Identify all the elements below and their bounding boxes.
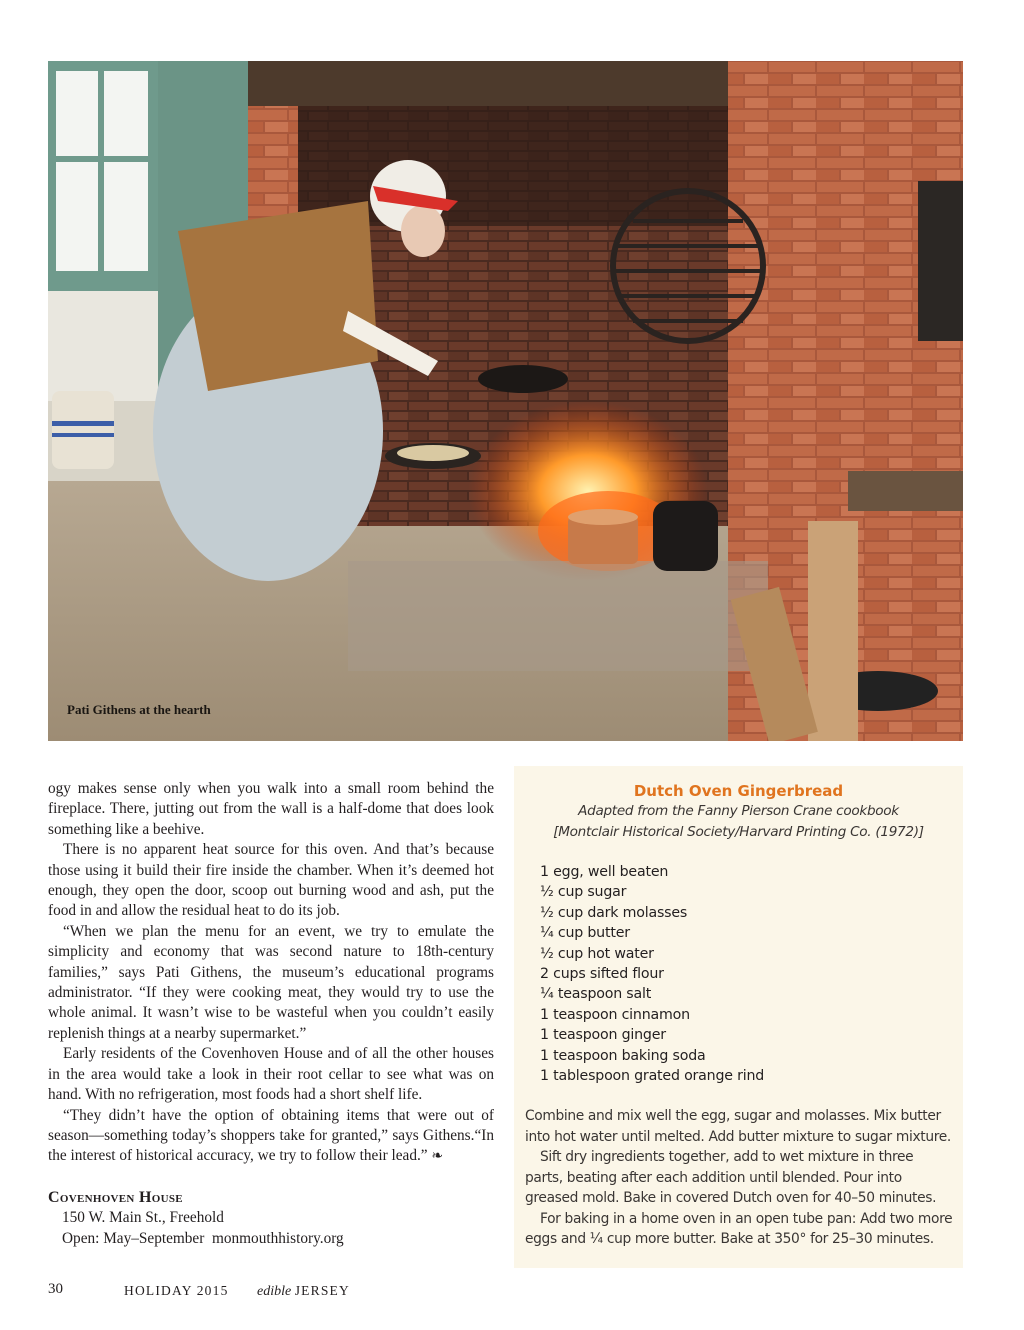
ingredient-item: ¼ teaspoon salt [540, 986, 652, 1003]
article-paragraph-last [48, 1106, 494, 1168]
ingredient-item: 1 teaspoon ginger [540, 1027, 666, 1044]
recipe-source: [Montclair Historical Society/Harvard Printing Co. (1972)] [553, 824, 924, 840]
venue-info [48, 1188, 344, 1249]
ingredient-item: ½ cup dark molasses [540, 904, 688, 921]
magazine-brand [257, 1283, 350, 1300]
article-paragraph: “When we plan the menu for an event, we try to emulate the simplicity and economy that was second nature to 18th-century families,” says Pati Githens, the museum’s educational programs administrator. “If they were cooking meat, they would try to use the whole animal. It wasn’t wise to be wasteful when you couldn’t easily replenish things at a nearby supermarket.” [48, 922, 494, 1042]
hearth-cooking-scene-icon [48, 61, 963, 741]
ingredient-item: ¼ cup butter [540, 925, 630, 942]
recipe-title: Dutch Oven Gingerbread [633, 782, 844, 800]
brand-caps: JERSEY [294, 1283, 350, 1298]
article-paragraph: There is no apparent heat source for this oven. And that’s because those using it build their fire inside the chamber. When it’s deemed hot enough, they open the door, scoop out burning wood and ash, put the food in and allow the residual heat to do its job. [48, 841, 494, 920]
recipe-subtitle: Adapted from the Fanny Pierson Crane cookbook [578, 803, 899, 819]
article-body [48, 779, 494, 1168]
ingredient-item: 1 teaspoon cinnamon [540, 1006, 690, 1023]
instruction-paragraph: Sift dry ingredients together, add to wet mixture in three parts, beating after each addition until blended. Pour into greased mold. Bake in covered Dutch oven for 40–50 minutes. [525, 1149, 937, 1206]
article-paragraph: ogy makes sense only when you walk into a small room behind the fireplace. There, jutting out from the wall is a half-dome that does look something like a beehive. [48, 780, 494, 838]
recipe-box [514, 766, 963, 1268]
photo-caption: Pati Githens at the hearth [67, 702, 211, 717]
venue-name: Covenhoven House [48, 1189, 183, 1206]
venue-hours: Open: May–September monmouthhistory.org [62, 1229, 344, 1247]
ingredient-item: ½ cup sugar [540, 884, 627, 901]
article-paragraph: Early residents of the Covenhoven House and of all the other houses in the area would take a look in their root cellar to see what was on hand. With no refrigeration, most foods had a short shelf life. [48, 1045, 494, 1104]
recipe-instructions [525, 1106, 955, 1250]
ingredient-item: 1 egg, well beaten [540, 864, 669, 880]
ingredient-item: 1 teaspoon baking soda [540, 1047, 706, 1064]
article-paragraph: “They didn’t have the option of obtaining items that were out of season—something today’s shoppers take for granted,” says Githens.“In the interest of historical accuracy, we try to follow their lead.” [48, 1106, 494, 1165]
instruction-paragraph: Combine and mix well the egg, sugar and molasses. Mix butter into hot water until melted. Add butter mixture to sugar mixture. [525, 1108, 951, 1145]
ingredient-item: ½ cup hot water [540, 945, 654, 962]
ingredient-item: 1 tablespoon grated orange rind [540, 1068, 765, 1085]
hearth-photo [48, 61, 963, 741]
instruction-paragraph: For baking in a home oven in an open tube pan: Add two more eggs and ¼ cup more butter. Bake at 350° for 25–30 minutes. [525, 1210, 953, 1247]
issue-label: HOLIDAY 2015 [124, 1283, 229, 1298]
venue-address: 150 W. Main St., Freehold [62, 1209, 224, 1227]
ingredient-item: 2 cups sifted flour [540, 966, 664, 983]
fleuron-icon: ❧ [431, 1149, 444, 1165]
brand-italic: edible [257, 1284, 292, 1299]
page-number: 30 [48, 1281, 63, 1297]
ingredient-list [540, 862, 764, 1086]
